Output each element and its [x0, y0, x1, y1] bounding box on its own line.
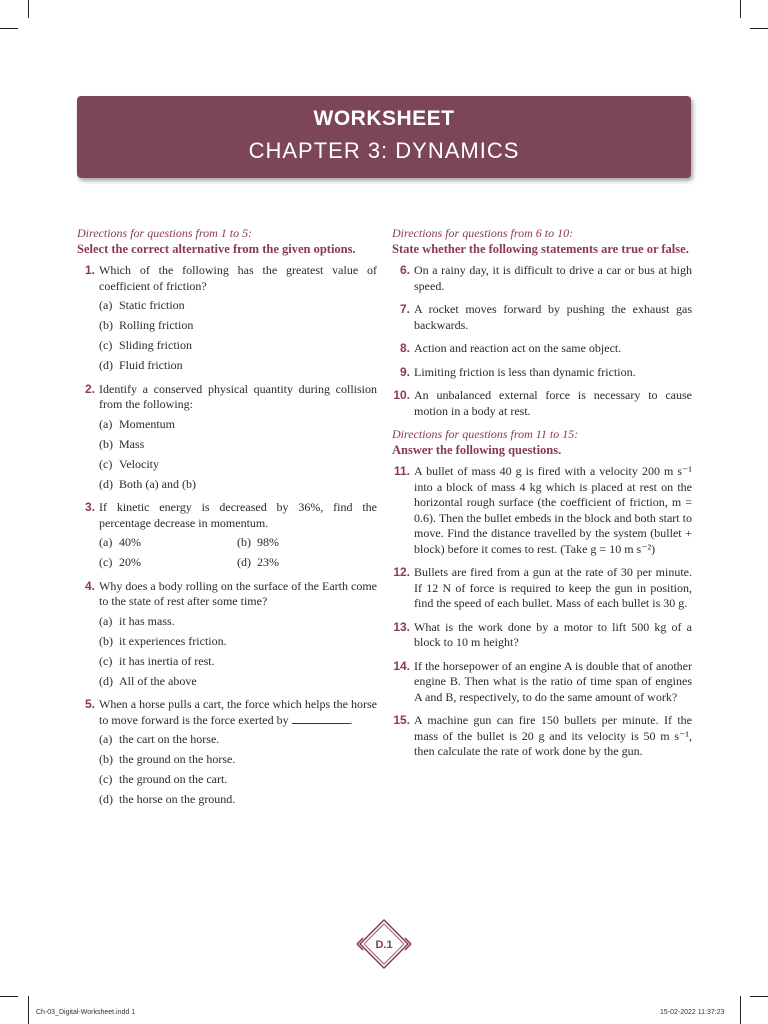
option: (d) Both (a) and (b) — [99, 476, 196, 491]
question-text: An unbalanced external force is necessary to cause motion in a body at rest. — [414, 388, 692, 418]
question-text: A rocket moves forward by pushing the exhaust gas backwards. — [414, 302, 692, 332]
question-text: A bullet of mass 40 g is fired with a velocity 200 m s⁻¹ into a block of mass 4 kg which is placed at rest on the horizontal rough surface (the coefficient of friction, m = 0.6). Then the bullet embeds in the block and both start to move. Find the distance travelled by the system (bullet + block) before it comes to rest. (Take g = 10 m s⁻²) — [414, 464, 692, 556]
question-text: Bullets are fired from a gun at the rate of 30 per minute. If 12 N of force is required to keep the gun in position, find the speed of each bullet. Mass of each bullet is 30 g. — [414, 565, 692, 610]
question-text: On a rainy day, it is difficult to drive a car or bus at high speed. — [414, 263, 692, 293]
crop-mark — [750, 28, 768, 29]
question-1 — [77, 263, 377, 374]
question-text: If the horsepower of an engine A is double that of another engine B. Then what is the ratio of time span of engines A and B, respectively, to do the same amount of work? — [414, 658, 692, 704]
chapter-title: CHAPTER 3: DYNAMICS — [248, 138, 520, 163]
crop-mark — [0, 28, 18, 29]
question-text: When a horse pulls a cart, the force which helps the horse to move forward is the force exerted by — [99, 697, 377, 727]
page-number-badge — [356, 918, 412, 970]
footer-timestamp: 15-02-2022 11:37:23 — [660, 1009, 725, 1016]
question-14: 14. If the horsepower of an engine A is double that of another engine B. Then what is the ratio of time span of engines A and B, respectively, to do the same amount of work? — [393, 658, 692, 704]
option: (a) 40% — [99, 535, 141, 549]
option: (c) 20% — [99, 555, 141, 569]
question-6: 6. On a rainy day, it is difficult to drive a car or bus at high speed. — [399, 263, 692, 293]
crop-mark — [28, 0, 29, 18]
title-banner — [77, 96, 691, 178]
question-10: 10. An unbalanced external force is necessary to cause motion in a body at rest. — [393, 388, 692, 418]
question-number: 1. — [84, 263, 95, 277]
option: (a) Static friction — [99, 298, 185, 312]
question-4 — [77, 579, 377, 690]
question-text: Identify a conserved physical quantity during collision from the following: — [99, 381, 377, 411]
question-11: 11. A bullet of mass 40 g is fired with a velocity 200 m s⁻¹ into a block of mass 4 kg which is placed at rest on the horizontal rough surface (the coefficient of friction, m = 0.6). Then the bullet embeds in the block and both start to move. Find the distance travelled by the system (bullet + block) before it comes to rest. (Take g = 10 m s⁻²) — [393, 464, 692, 556]
question-8: 8. Action and reaction act on the same object. — [399, 341, 622, 355]
option: (b) Mass — [99, 436, 145, 451]
option: (d) the horse on the ground. — [99, 792, 236, 806]
directions-instruction: State whether the following statements are true or false. — [392, 241, 689, 256]
option: (b) Rolling friction — [99, 318, 194, 332]
option: (b) the ground on the horse. — [99, 752, 236, 766]
question-text: Limiting friction is less than dynamic friction. — [414, 364, 636, 379]
option: (a) the cart on the horse. — [99, 732, 220, 746]
directions-heading: Directions for questions from 11 to 15: — [392, 427, 579, 441]
option: (a) it has mass. — [99, 613, 175, 628]
option: (b) it experiences friction. — [99, 633, 227, 648]
question-text: Which of the following has the greatest value of coefficient of friction? — [99, 263, 377, 293]
directions-instruction: Answer the following questions. — [392, 442, 562, 457]
fill-in-blank — [292, 715, 350, 724]
question-text: Action and reaction act on the same object. — [414, 341, 622, 355]
worksheet-title: WORKSHEET — [313, 107, 455, 130]
crop-mark — [740, 996, 741, 1024]
question-13: 13. What is the work done by a motor to lift 500 kg of a block to 10 m height? — [393, 619, 692, 649]
question-2 — [77, 382, 377, 493]
question-5: 5. When a horse pulls a cart, the force which helps the horse to move forward is the force exerted by . (a) the cart on the horse. (b) the ground on the horse. (c) the ground on the cart. (d) the horse on the ground. — [77, 697, 377, 808]
question-12: 12. Bullets are fired from a gun at the rate of 30 per minute. If 12 N of force is required to keep the gun in position, find the speed of each bullet. Mass of each bullet is 30 g. — [393, 565, 692, 610]
crop-mark — [28, 996, 29, 1024]
question-number: 4. — [84, 578, 95, 593]
option: (b) 98% — [237, 535, 279, 549]
crop-mark — [740, 0, 741, 18]
option: (c) Sliding friction — [99, 338, 192, 352]
option: (a) Momentum — [99, 416, 175, 431]
question-text: A machine gun can fire 150 bullets per minute. If the mass of the bullet is 20 g and its velocity is 50 m s⁻¹, then calculate the rate of work done by the gun. — [414, 713, 692, 758]
crop-mark — [750, 996, 768, 997]
question-text: What is the work done by a motor to lift 500 kg of a block to 10 m height? — [414, 619, 692, 649]
left-column — [77, 226, 377, 816]
crop-mark — [0, 996, 18, 997]
option: (c) it has inertia of rest. — [99, 653, 215, 668]
directions-heading: Directions for questions from 1 to 5: — [77, 226, 253, 240]
right-column — [392, 226, 692, 768]
option: (c) Velocity — [99, 456, 159, 471]
option: (d) All of the above — [99, 673, 197, 688]
directions-heading: Directions for questions from 6 to 10: — [392, 226, 574, 240]
question-number: 5. — [84, 697, 95, 711]
page-number: D.1 — [375, 939, 393, 951]
question-text: Why does a body rolling on the surface of the Earth come to the state of rest after some time? — [99, 578, 377, 608]
question-9: 9. Limiting friction is less than dynamic friction. — [399, 364, 636, 379]
question-number: 3. — [84, 500, 95, 514]
option: (d) 23% — [237, 555, 279, 569]
question-3 — [77, 500, 377, 571]
question-7: 7. A rocket moves forward by pushing the exhaust gas backwards. — [399, 302, 692, 332]
option: (d) Fluid friction — [99, 358, 183, 372]
question-15: 15. A machine gun can fire 150 bullets per minute. If the mass of the bullet is 20 g and its velocity is 50 m s⁻¹, then calculate the rate of work done by the gun. — [393, 713, 692, 758]
question-text: If kinetic energy is decreased by 36%, find the percentage decrease in momentum. — [99, 500, 377, 530]
question-number: 2. — [84, 381, 95, 396]
footer-file-name: Ch-03_Digital-Worksheet.indd 1 — [36, 1009, 136, 1016]
option: (c) the ground on the cart. — [99, 772, 228, 786]
diamond-icon — [356, 918, 412, 970]
directions-instruction: Select the correct alternative from the given options. — [77, 241, 356, 256]
